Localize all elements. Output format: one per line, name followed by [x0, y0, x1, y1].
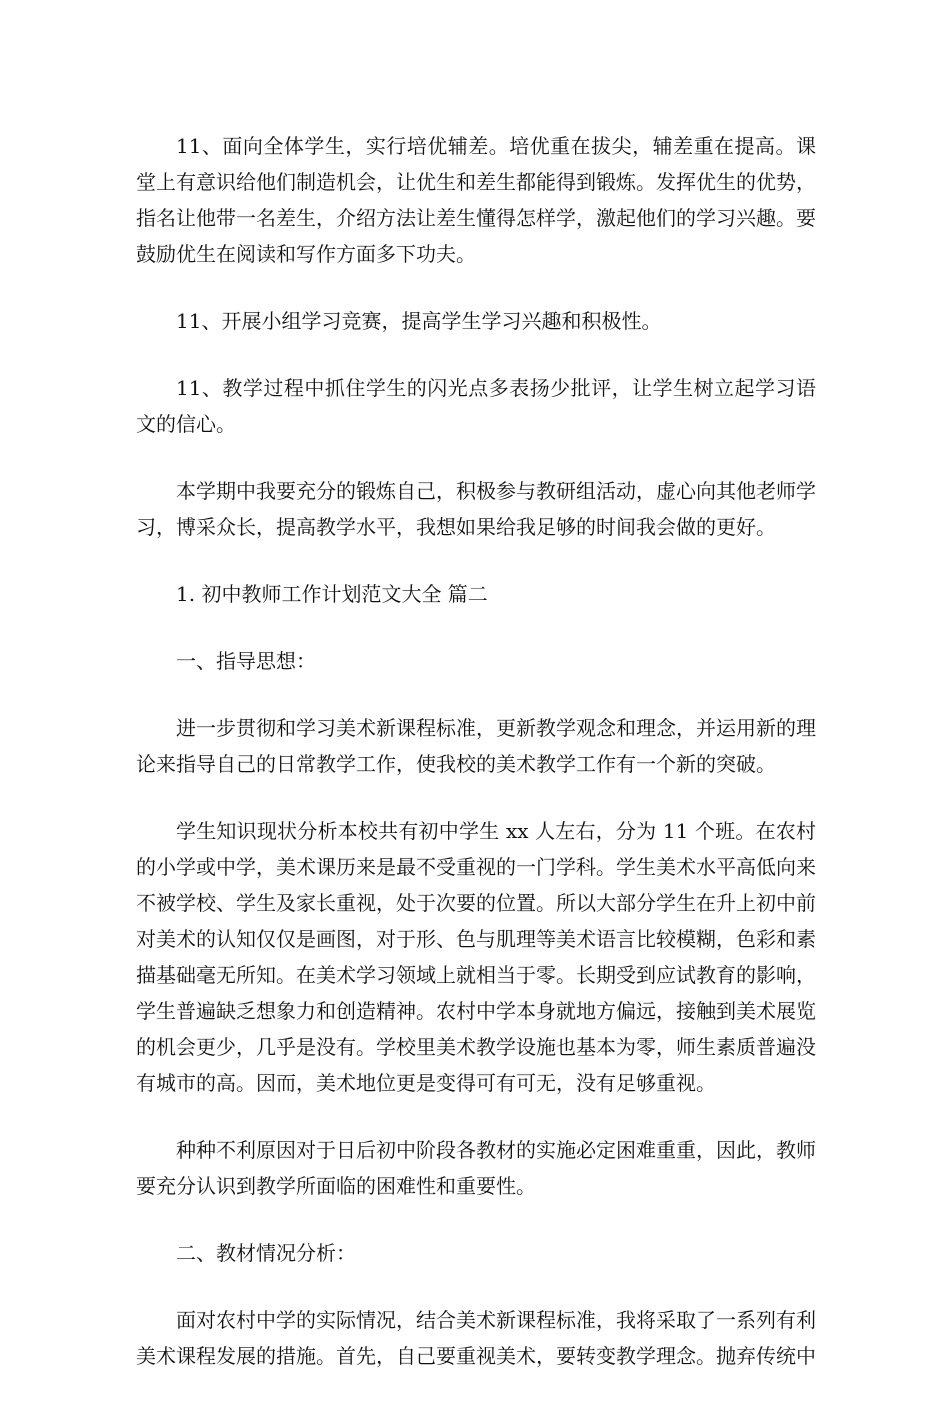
paragraph-curriculum-standard: 进一步贯彻和学习美术新课程标准，更新教学观念和理念，并运用新的理论来指导自己的日常教学工作，使我校的美术教学工作有一个新的突破。: [136, 716, 816, 776]
heading-guiding-ideology: 一、指导思想：: [176, 649, 316, 673]
paragraph-group-competition: 11、开展小组学习竞赛，提高学生学习兴趣和积极性。: [176, 309, 662, 333]
document-body: [136, 128, 816, 1405]
paragraph-student-analysis: 学生知识现状分析本校共有初中学生 xx 人左右，分为 11 个班。在农村的小学或中学，美术课历来是最不受重视的一门学科。学生美术水平高低向来不被学校、学生及家长重视，处于次要的位置。所以大部分学生在升上初中前对美术的认知仅仅是画图，对于形、色与肌理等美术语言比较模糊，色彩和素描基础毫无所知。在美术学习领域上就相当于零。长期受到应试教育的影响，学生普遍缺乏想象力和创造精神。农村中学本身就地方偏远，接触到美术展览的机会更少，几乎是没有。学校里美术教学设施也基本为零，师生素质普遍没有城市的高。因而，美术地位更是变得可有可无，没有足够重视。: [136, 819, 816, 1095]
heading-textbook-analysis: 二、教材情况分析：: [176, 1241, 356, 1265]
paragraph-gifted-support: 11、面向全体学生，实行培优辅差。培优重在拔尖，辅差重在提高。课堂上有意识给他们制造机会，让优生和差生都能得到锻炼。发挥优生的优势，指名让他带一名差生，介绍方法让差生懂得怎样学，激起他们的学习兴趣。要鼓励优生在阅读和写作方面多下功夫。: [136, 134, 816, 266]
paragraph-praise-more: 11、教学过程中抓住学生的闪光点多表扬少批评，让学生树立起学习语文的信心。: [136, 376, 816, 436]
section-title: 1. 初中教师工作计划范文大全 篇二: [176, 582, 488, 606]
paragraph-difficulties: 种种不利原因对于日后初中阶段各教材的实施必定困难重重，因此，教师要充分认识到教学所面临的困难性和重要性。: [136, 1138, 816, 1198]
paragraph-self-improvement: 本学期中我要充分的锻炼自己，积极参与教研组活动，虚心向其他老师学习，博采众长，提高教学水平，我想如果给我足够的时间我会做的更好。: [136, 479, 816, 539]
paragraph-measures: 面对农村中学的实际情况，结合美术新课程标准，我将采取了一系列有利美术课程发展的措施。首先，自己要重视美术，要转变教学理念。抛弃传统中: [136, 1308, 816, 1368]
